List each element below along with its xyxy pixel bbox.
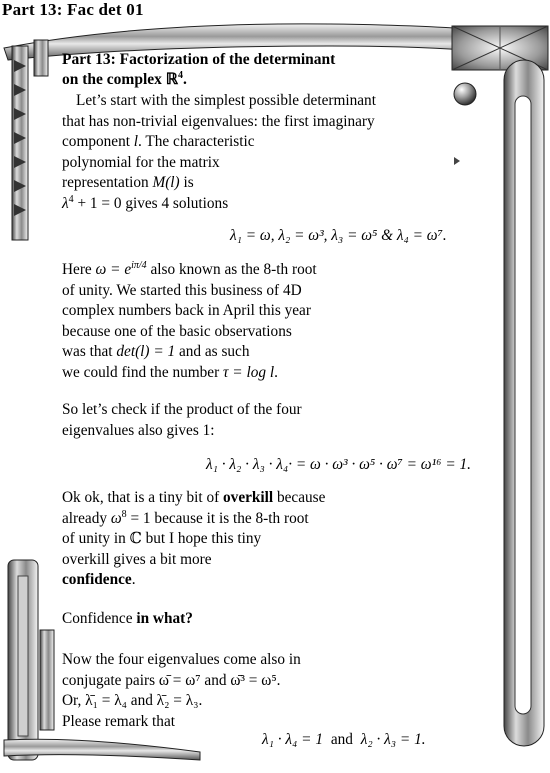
sup: 4 bbox=[68, 193, 74, 205]
bold-text: in what? bbox=[136, 610, 193, 627]
paragraph-1 bbox=[62, 91, 376, 215]
paragraph-4-line-3 bbox=[62, 529, 325, 550]
heading-math: ℝ bbox=[165, 71, 179, 88]
paragraph-4-line-2 bbox=[62, 509, 325, 530]
paragraph-4-line-5 bbox=[62, 570, 325, 591]
math: λ bbox=[62, 194, 69, 212]
paragraph-3 bbox=[62, 400, 302, 441]
heading-suffix: . bbox=[183, 71, 187, 88]
math: ℂ bbox=[129, 530, 142, 548]
math: λ₁ · λ₄ = 1 bbox=[262, 731, 323, 748]
math: det(l) = 1 bbox=[116, 343, 176, 361]
text: already bbox=[62, 509, 111, 527]
equation-2: λ₁ · λ₂ · λ₃ · λ₄· = ω · ω³ · ω⁵ · ω⁷ = ω¹⁶ = 1. bbox=[206, 456, 471, 473]
math: ω bbox=[110, 509, 122, 527]
paragraph-6 bbox=[62, 650, 301, 732]
text: is bbox=[179, 174, 194, 192]
bold-text: overkill bbox=[223, 489, 274, 506]
text: . bbox=[131, 571, 136, 589]
paragraph-2-line-4: because one of the basic observations bbox=[62, 322, 292, 340]
math: ω = e bbox=[95, 261, 132, 278]
text: and as such bbox=[175, 343, 250, 361]
paragraph-1-line-4: polynomial for the matrix bbox=[62, 153, 220, 171]
paragraph-1-line-3 bbox=[62, 132, 376, 153]
text: because it is the 8-th root bbox=[150, 509, 309, 527]
paragraph-4-line-4: overkill gives a bit more bbox=[62, 550, 212, 568]
sup: iπ/4 bbox=[131, 260, 147, 271]
paragraph-1-line-2: that has non-trivial eigenvalues: the first imaginary bbox=[62, 112, 375, 130]
math: l bbox=[133, 133, 139, 151]
text: . The characteristic bbox=[138, 133, 255, 151]
paragraph-2-line-2: of unity. We started this business of 4D bbox=[62, 281, 302, 299]
text: because bbox=[273, 489, 326, 506]
paragraph-3-line-1: So let’s check if the product of the four bbox=[62, 401, 302, 418]
paragraph-2-line-3: complex numbers back in April this year bbox=[62, 302, 311, 320]
text: Ok ok, that is a tiny bit of bbox=[62, 489, 224, 506]
heading-line-2 bbox=[62, 70, 335, 90]
paragraph-6-line-4: Please remark that bbox=[62, 712, 175, 730]
text: component bbox=[62, 133, 134, 151]
paragraph-6-line-2: conjugate pairs ω̄ = ω⁷ and ω̄³ = ω⁵. bbox=[62, 671, 281, 689]
page-title: Part 13: Fac det 01 bbox=[2, 0, 144, 19]
paragraph-2-line-5 bbox=[62, 342, 317, 363]
text: but I hope this tiny bbox=[141, 530, 262, 548]
bold-text: confidence bbox=[62, 571, 132, 589]
left-lower-column bbox=[8, 560, 54, 760]
paragraph-6-line-3: Or, λ̄₁ = λ₄ and λ̄₂ = λ₃. bbox=[62, 692, 203, 710]
heading-line-1: Part 13: Factorization of the determinant bbox=[62, 51, 336, 68]
math: = 1 bbox=[126, 509, 151, 527]
text: also known as the 8-th root bbox=[146, 261, 317, 278]
equation-1: λ₁ = ω, λ₂ = ω³, λ₃ = ω⁵ & λ₄ = ω⁷. bbox=[230, 227, 447, 244]
math: λ₂ · λ₃ = 1. bbox=[360, 731, 426, 748]
heading-text: on the complex bbox=[62, 71, 166, 88]
equation-3 bbox=[262, 730, 426, 751]
text: representation bbox=[62, 174, 153, 192]
paragraph-6-line-1: Now the four eigenvalues come also in bbox=[62, 651, 301, 668]
paragraph-2-line-6 bbox=[62, 363, 317, 384]
right-capsule bbox=[504, 60, 544, 746]
arrow-marker bbox=[454, 157, 460, 165]
paragraph-4 bbox=[62, 488, 325, 591]
text: . bbox=[274, 363, 278, 381]
text: and bbox=[330, 731, 353, 748]
math: τ = log l bbox=[223, 363, 275, 381]
paragraph-1-line-1: Let’s start with the simplest possible determinant bbox=[76, 92, 376, 109]
section-heading bbox=[62, 50, 335, 90]
text: gives 4 solutions bbox=[121, 194, 229, 212]
text: we could find the number bbox=[62, 363, 223, 381]
paragraph-2 bbox=[62, 260, 317, 384]
text: Here bbox=[62, 261, 96, 278]
paragraph-4-line-1 bbox=[62, 488, 325, 509]
math: M(l) bbox=[152, 174, 180, 192]
paragraph-1-line-6 bbox=[62, 194, 376, 215]
text: of unity in bbox=[62, 530, 130, 548]
sphere-ornament bbox=[454, 83, 476, 105]
paragraph-2-line-1 bbox=[62, 260, 317, 281]
text: Confidence bbox=[62, 610, 137, 627]
sup: 8 bbox=[121, 508, 127, 520]
paragraph-3-line-2: eigenvalues also gives 1: bbox=[62, 421, 215, 439]
math: + 1 = 0 bbox=[73, 194, 122, 212]
paragraph-5 bbox=[62, 609, 193, 630]
paragraph-1-line-5 bbox=[62, 173, 376, 194]
heading-sup: 4 bbox=[178, 70, 184, 81]
left-upper-column bbox=[12, 40, 48, 240]
text: was that bbox=[62, 343, 117, 361]
